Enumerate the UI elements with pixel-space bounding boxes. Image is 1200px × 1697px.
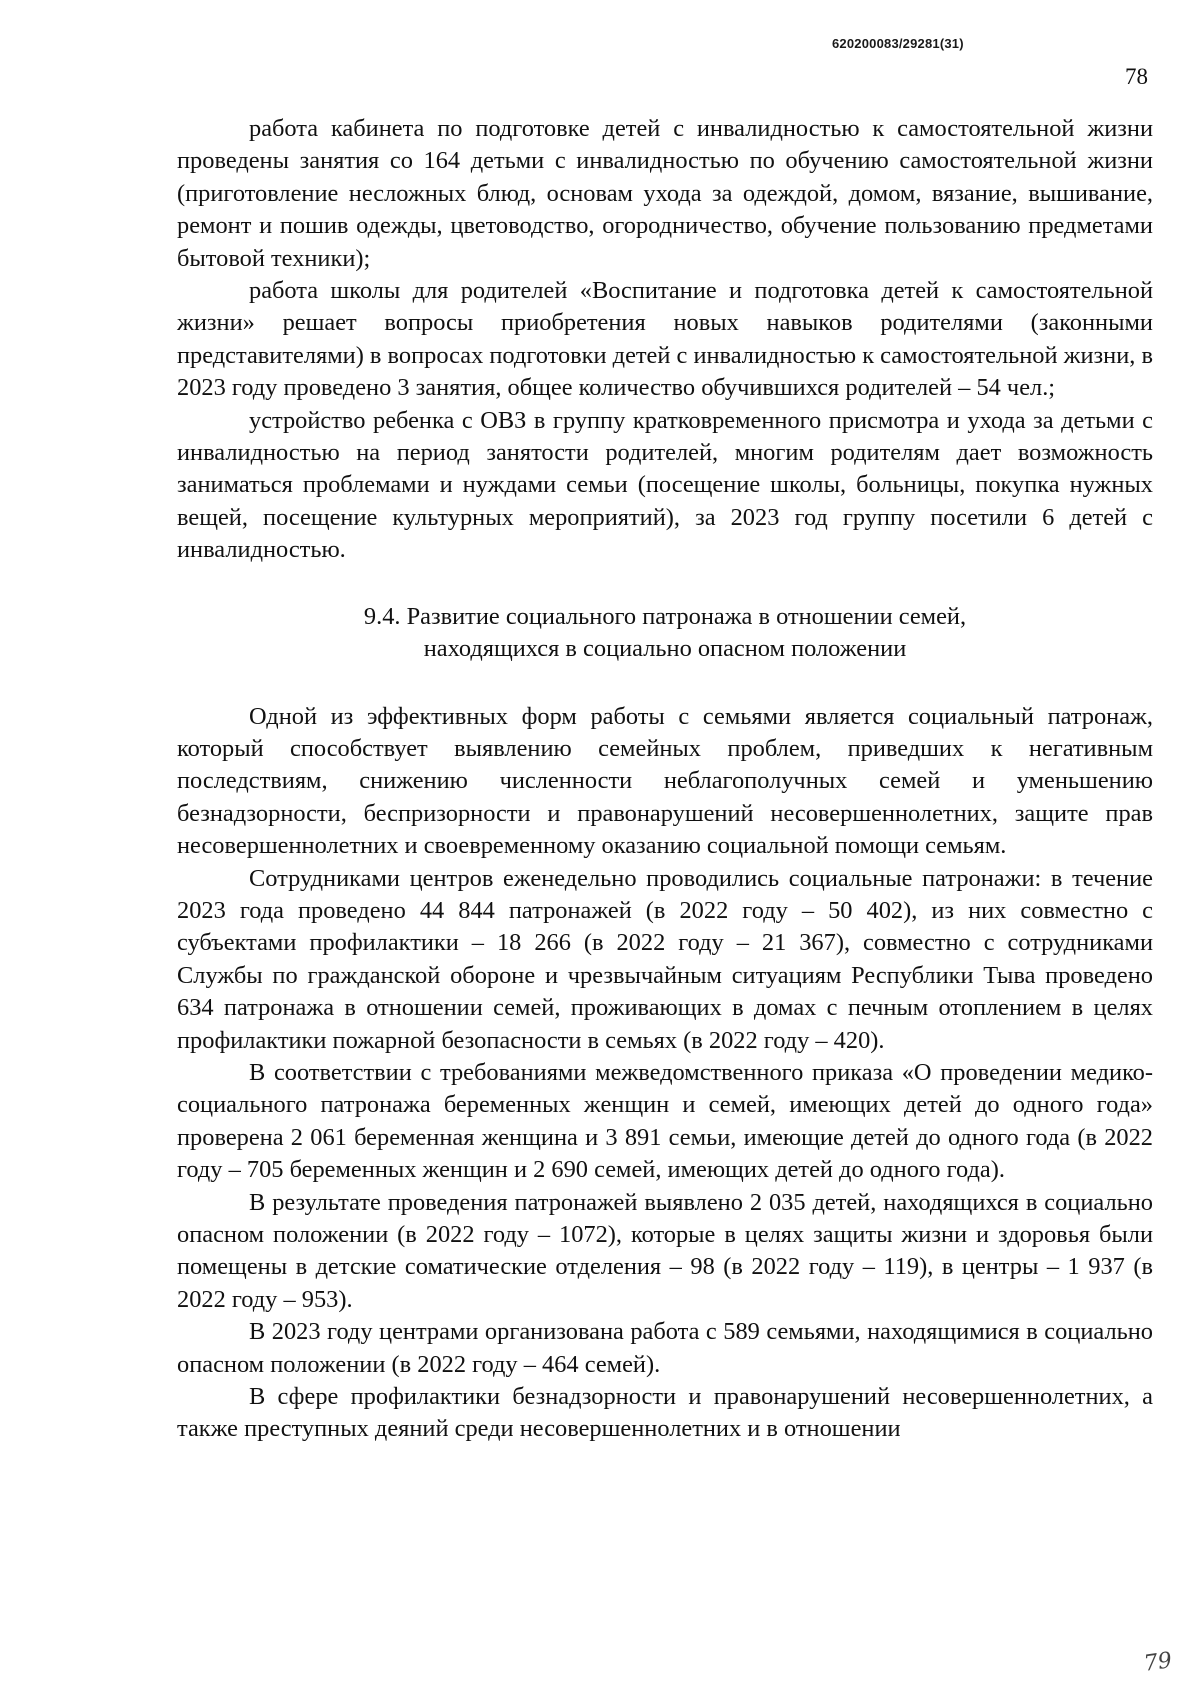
paragraph: устройство ребенка с ОВЗ в группу кратковременного присмотра и ухода за детьми с инвалидностью на период занятости родителей, многим родителям дает возможность заниматься проблемами и нуждами семьи (посещение школы, больницы, покупка нужных вещей, посещение культурных мероприятий), за 2023 год группу посетили 6 детей с инвалидностью. [177,406,1153,564]
handwritten-page-note: 79 [1142,1648,1174,1677]
paragraph: работа кабинета по подготовке детей с инвалидностью к самостоятельной жизни проведены занятия со 164 детьми с инвалидностью по обучению самостоятельной жизни (приготовление несложных блюд, основам ухода за одеждой, домом, вязание, вышивание, ремонт и пошив одежды, цветоводство, огородничество, обучение пользованию предметами бытовой техники); [177,115,1153,272]
section-heading-line: находящихся в социально опасном положении [423,635,907,663]
page-body [177,113,1153,1446]
section-heading [177,601,1153,666]
paragraph: В результате проведения патронажей выявлено 2 035 детей, находящихся в социально опасном положении (в 2022 году – 1072), которые в целях защиты жизни и здоровья были помещены в детские соматические отделения – 98 (в 2022 году – 119), в центры – 1 937 (в 2022 году – 953). [177,1188,1153,1313]
paragraph: В соответствии с требованиями межведомственного приказа «О проведении медико-социального патронажа беременных женщин и семей, имеющих детей до одного года» проверена 2 061 беременная женщина и 3 891 семьи, имеющие детей до одного года (в 2022 году – 705 беременных женщин и 2 690 семей, имеющих детей до одного года). [177,1058,1153,1184]
page-number: 78 [1125,64,1148,89]
paragraph: Сотрудниками центров еженедельно проводились социальные патронажи: в течение 2023 года проведено 44 844 патронажей (в 2022 году – 50 402), из них совместно с субъектами профилактики – 18 266 (в 2022 году – 21 367), совместно с сотрудниками Службы по гражданской обороне и чрезвычайным ситуациям Республики Тыва проведено 634 патронажа в отношении семей, проживающих в домах с печным отоплением в целях профилактики пожарной безопасности в семьях (в 2022 году – 420). [177,864,1153,1054]
paragraph: Одной из эффективных форм работы с семьями является социальный патронаж, который способствует выявлению семейных проблем, приведших к негативным последствиям, снижению численности неблагополучных семей и уменьшению безнадзорности, беспризорности и правонарушений несовершеннолетних, защите прав несовершеннолетних и своевременному оказанию социальной помощи семьям. [177,702,1153,860]
paragraph: В 2023 году центрами организована работа с 589 семьями, находящимися в социально опасном положении (в 2022 году – 464 семей). [177,1318,1153,1378]
section-heading-line: 9.4. Развитие социального патронажа в отношении семей, [363,602,967,630]
paragraph: В сфере профилактики безнадзорности и правонарушений несовершеннолетних, а также преступных деяний среди несовершеннолетних и в отношении [177,1383,1153,1443]
document-registration-number: 620200083/29281(31) [832,36,964,51]
paragraph: работа школы для родителей «Воспитание и подготовка детей к самостоятельной жизни» решает вопросы приобретения новых навыков родителями (законными представителями) в вопросах подготовки детей с инвалидностью к самостоятельной жизни, в 2023 году проведено 3 занятия, общее количество обучившихся родителей – 54 чел.; [177,277,1153,402]
